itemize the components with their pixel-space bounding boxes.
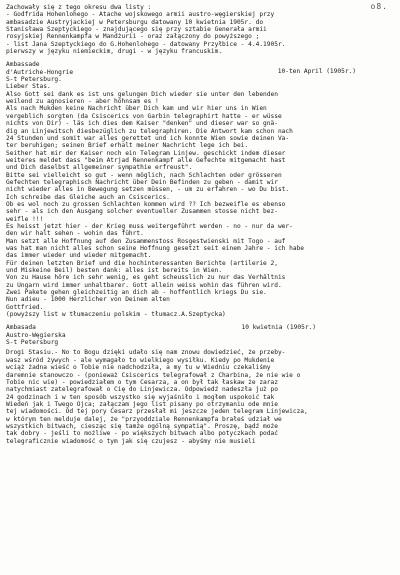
intro-line: pierwszy w języku niemieckim, drugi - w języku francuskim. <box>6 48 223 56</box>
letter1-line: ter beruhigen; seinen Brief erhalt meiner Nachricht lege ich bei. <box>6 142 249 150</box>
letter1-line: und Miskeine Beil) besten dank: alles ist bereits in Wien. <box>6 267 223 275</box>
intro-line: - list Jana Szeptyckiego do G.Hohenlohego - datowany Przyłbice - 4.4.1905r. <box>6 40 286 48</box>
letter2-line: Tobie nic wie) - powiedziałem o tym Cesarza, a on był tak łaskaw że zaraz <box>6 378 278 386</box>
letter2-sender-line: Austro-Węgierska <box>6 331 66 339</box>
letter1-line: das immer wieder und wieder mitgemacht. <box>6 252 152 260</box>
letter1-line: Als nach Mukden keine Nachricht über Dich kam und wir hier uns in Wien <box>6 105 267 113</box>
intro-line: Zachowały się z tego okresu dwa listy : <box>6 4 152 11</box>
intro-line: - Godfrida Hohenlohego - Atache wojskowego armii austro-węgierskiej przy <box>6 11 275 19</box>
letter2-line: 24 godzinach i w ten sposób wszystko się wyjaśniło i mogłem uspokoić tak <box>6 393 275 401</box>
letter1-line: Von zu Hause höre ich sehr wenig, es geht scheusslich zu nur das Verhältnis <box>6 274 286 282</box>
letter1-line: weiteres meldet dass "beim Atrjad Rennenkampf alle Gefechte mitgemacht hast <box>6 156 286 164</box>
letter1-line: den wir halt sehen - wohin das führt. <box>6 230 144 238</box>
letter1-sender-line: d'Autriche-Hongrie <box>6 68 74 76</box>
letter1-line: Also Gott sei dank es ist uns gelungen Dich wieder sie unter den lebenden <box>6 90 278 98</box>
letter2-sender-line: S-t Petersburg <box>6 339 59 347</box>
letter1-line: nichts von Dir) - läs ich dies dem Kaiser "denken" und dieser war so gnä- <box>6 120 278 128</box>
letter1-line: nicht wieder alles in Bewegung setzen müssen, - um zu erfahren - wo Du bist. <box>6 186 290 194</box>
letter1-line: Seither hat mir der Kaiser noch ein Telegram Linjew. geschickt indem dieser <box>6 149 286 157</box>
letter2-line: tak dobry - jeśli to możliwe - po większych bitwach albo potyczkach podać <box>6 430 278 438</box>
letter2-line: tej wiadomości. Od tej pory Cesarz przesłał mi jeszcze jeden telegram Linjewicza, <box>6 408 308 416</box>
letter1-sender-line: Ambassade <box>6 61 40 69</box>
letter1-line: Für deinen letzten Brief und die hochinteressanten Berichte (artilerie 2, <box>6 259 278 267</box>
letter1-line: Man setzt alle Hoffnung auf den Zusammenstoss Rosgestwienski mit Togo - auf <box>6 237 286 245</box>
letter2-line: Drogi Stasiu.- No to Bogu dzięki udało się nam znowu dowiedzieć, że przeby- <box>6 349 286 357</box>
letter2-line: telegraficznie wiadomość o tym jak się czujesz - abyśmy nie musieli <box>6 437 256 445</box>
intro-line: Stanisława Szeptyckiego - znajdującego się przy sztabie Generała armii <box>6 26 267 34</box>
letter2-line: w którym ten melduje dalej, że "przyoddziale Rennenkampfa brałeś udział we <box>6 415 282 423</box>
letter1-line: Nun adieu - 1000 Herzlicher von Deinem alten <box>6 296 170 304</box>
letter1-line: was hat man nicht alles schon seine Hoffnung gesetzt seit einem Jahre - ich habe <box>6 245 305 252</box>
letter1-line: und Dich daselbst allgemeiner sympathie erfreust". <box>6 164 193 172</box>
letter2-line: daremnie stanowczo - (ponieważ Csiscerics telegrafował z Charbina, że nie wie o <box>6 371 301 379</box>
letter1-line: (powyższy list w tłumaczeniu polskim - tłumacz.A.Szeptycka) <box>6 311 226 319</box>
letter2-line: natychmiast zatelegrafował o Cię do Linjewicza. Odpowiedź nadeszła już po <box>6 386 278 394</box>
letter1-line: Ich schreibe das Gleiche auch an Csiscerics. <box>6 193 170 201</box>
letter1-line: weifle !!! <box>6 215 44 223</box>
letter2-line: wasz wśród żywych - ale wymagało to wielkiego wysiłku. Kiedy po Mukdenie <box>6 356 275 364</box>
letter2-sender-line: Ambasada <box>6 324 36 332</box>
letter2-header <box>6 324 396 346</box>
letter2-line: wciąż żadna wieść o Tobie nie nadchodziła, a my tu w Wiedniu czekaliśmy <box>6 364 271 372</box>
letter1-line: Gefechten telegraphisch Nachricht über Dein Befinden zu geben - damit wir <box>6 178 278 186</box>
letter1-line: 24 Stunden und somit war alles gerettet und ich konnte Wien sowie deinen Va- <box>6 134 290 142</box>
letter1-line: vergeblich sorgten (da Csiscerics von Garbin telegraphirt hatte - er wüsse <box>6 112 282 120</box>
letter2-line: Wiedeń jak i Twego Ojca; załączam jego list pisany po otrzymaniu ode mnie <box>6 400 278 408</box>
document-text <box>6 4 396 445</box>
letter1-line: Es heisst jetzt hier - der Krieg muss weitergeführt werden - no - nur da wer- <box>6 222 293 230</box>
letter1-line: Lieber Stas. <box>6 83 51 91</box>
letter1-header <box>6 61 396 83</box>
letter2-line: wszystkich bitwach, ciesząc się tamże ogólną sympatią". Proszę, bądź może <box>6 422 278 430</box>
letter1-line: Bitte sei vielleicht so gut - wenn möglich, nach Schlachten oder grösseren <box>6 171 282 179</box>
intro-line: rosyjskiej Rennenkampfa w Mandżurii - oraz załączony do powyższego ; <box>6 33 260 41</box>
letter1-line: Ob es wol noch zu grossen Schlachten kommen wird ?? Ich bezweifle es ebenso <box>6 200 286 208</box>
letter1-sender-line: S-t Petersburg. <box>6 76 62 84</box>
intro-line: ambasadzie Austryjackiej w Petersburgu datowany 10 kwietnia 1905r. do <box>6 18 264 26</box>
letter1-line: dig an Linjewitsch diesbezüglich zu telegraphiren. Die Antwort kam schon nach <box>6 127 293 135</box>
corner-mark: o8. <box>370 2 388 11</box>
letter1-line: Zwei Pakete gehen gleichzeitig an dich ab - hoffentlich kriegs Du sie. <box>6 289 267 297</box>
letter1-line: zu Ungarn wird immer unhaltbarer. Gott allein weiss wohin das führen wird. <box>6 281 282 289</box>
letter2-date: 10 kwietnia (1905r.) <box>241 324 316 332</box>
letter1-date: 10-ten April (1905r.) <box>277 68 356 76</box>
letter1-line: sehr - als ich den Ausgang solcher eventueller Zusammen stosse nicht bez- <box>6 208 278 216</box>
letter1-line: Gottfried. <box>6 303 44 311</box>
letter1-line: weilend zu agnosieren - aber höhnsam es ! <box>6 98 159 106</box>
